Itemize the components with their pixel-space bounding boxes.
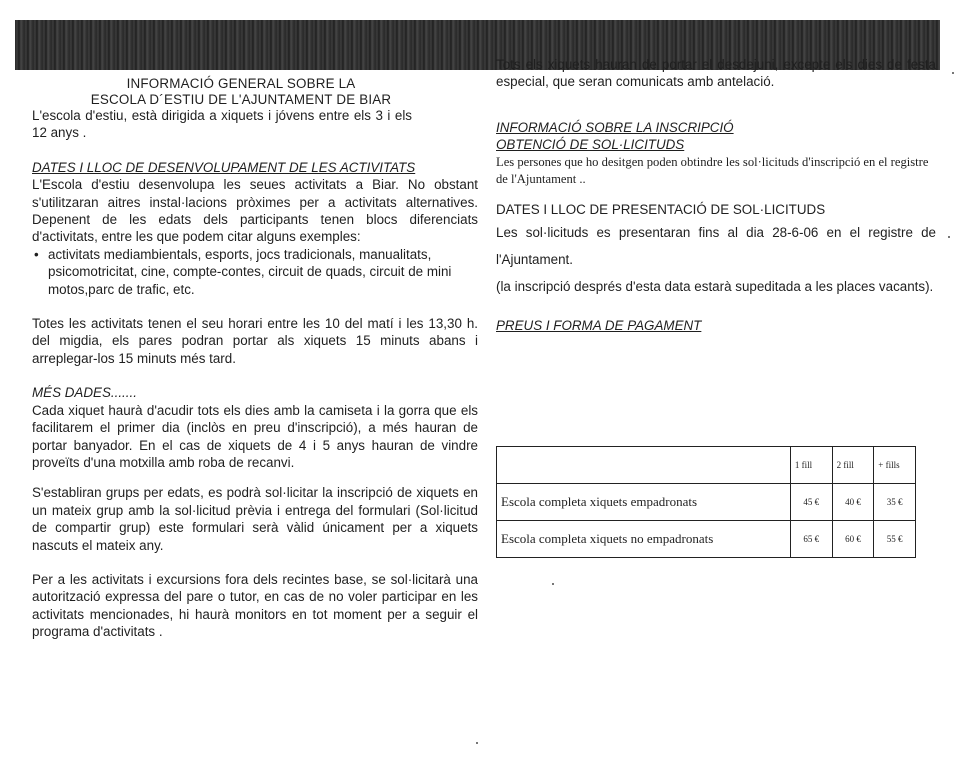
scan-speck <box>948 236 950 238</box>
table-header-2-children: 2 fill <box>832 447 874 484</box>
table-row <box>497 484 916 521</box>
table-header-empty <box>497 447 791 484</box>
presentation-note: (la inscripció després d'esta data estarà supeditada a les places vacants). <box>496 278 934 294</box>
breakfast-text: Tots els xiquets hauran de portar el desdejuni, excepte els dies de festa especial, que seran comunicats amb antelació. <box>496 57 936 90</box>
title-line-1: INFORMACIÓ GENERAL SOBRE LA <box>126 76 356 91</box>
scan-speck <box>476 742 478 744</box>
price-table <box>496 446 916 558</box>
row-label: Escola completa xiquets no empadronats <box>497 521 791 558</box>
price-cell: 65 € <box>790 521 832 558</box>
excursions-text: Per a les activitats i excursions fora dels recintes base, se sol·licitarà una autorització expressa del pare o tutor, en cas de no voler participar en les activitats mencionades, hi haurà monitors en tot moment per a seguir el programa d'activitats . <box>32 571 478 640</box>
schedule-text: Totes les activitats tenen el seu horari entre les 10 del matí i les 13,30 h. del migdia, els pares podran portar als xiquets 15 minuts abans i arreplegar-los 15 minuts més tard. <box>32 316 478 366</box>
table-row <box>497 521 916 558</box>
presentation-text: Les sol·licituds es presentaran fins al dia 28-6-06 en el registre de l'Ajuntament. <box>496 224 936 267</box>
list-item: • activitats mediambientals, esports, jocs tradicionals, manualitats, psicomotricitat, cine, compte-contes, circuit de quads, circuit de mini motos,parc de trafic, etc. <box>32 246 478 298</box>
scan-speck <box>552 583 554 585</box>
price-cell: 45 € <box>790 484 832 521</box>
price-cell: 60 € <box>832 521 874 558</box>
left-column <box>32 70 478 641</box>
inscription-heading: INFORMACIÓ SOBRE LA INSCRIPCIÓ <box>496 119 734 135</box>
right-column <box>496 57 936 334</box>
obtain-heading: OBTENCIÓ DE SOL·LICITUDS <box>496 137 685 153</box>
title-line-2: ESCOLA D´ESTIU DE L'AJUNTAMENT DE BIAR <box>90 91 392 107</box>
price-cell: 35 € <box>874 484 916 521</box>
activities-list <box>32 246 478 298</box>
dates-heading: DATES I LLOC DE DESENVOLUPAMENT DE LES ACTIVITATS <box>32 159 416 175</box>
scan-speck <box>952 72 954 74</box>
row-label: Escola completa xiquets empadronats <box>497 484 791 521</box>
groups-text: S'establiran grups per edats, es podrà sol·licitar la inscripció de xiquets en un mateix grup amb la sol·licitud prèvia i entrega del formulari (Sol·licitud de compartir grup) este formulari serà vàlid únicament per a xiquets nascuts el mateix any. <box>32 485 478 553</box>
more-data-text: Cada xiquet haurà d'acudir tots els dies amb la camiseta i la gorra que els facilitarem el primer dia (inclòs en preu d'inscripció), a més hauran de portar banyador. En el cas de xiquets de 4 i 5 anys hauran de vindre proveïts d'una motxilla amb roba de recanvi. <box>32 402 478 470</box>
obtain-text: Les persones que ho desitgen poden obtindre les sol·licituds d'inscripció en el registre de l'Ajuntament .. <box>496 154 929 187</box>
dates-text: L'Escola d'estiu desenvolupa les seues activitats a Biar. No obstant s'utilitzaran aitres instal·lacions pròximes per a activitats alternatives. Depenent de les edats dels participants tenen blocs diferenciats d'activitats, entre les que podem citar alguns exemples: <box>32 177 478 245</box>
table-header-row <box>497 447 916 484</box>
more-data-heading: MÉS DADES....... <box>32 385 137 401</box>
table-header-more-children: + fills <box>874 447 916 484</box>
presentation-heading: DATES I LLOC DE PRESENTACIÓ DE SOL·LICITUDS <box>496 202 826 218</box>
document-title <box>32 76 450 107</box>
table-header-1-child: 1 fill <box>790 447 832 484</box>
price-cell: 40 € <box>832 484 874 521</box>
intro-text: L'escola d'estiu, està dirigida a xiquets i jóvens entre els 3 i els 12 anys . <box>32 108 412 141</box>
price-cell: 55 € <box>874 521 916 558</box>
price-heading: PREUS I FORMA DE PAGAMENT <box>496 317 702 333</box>
